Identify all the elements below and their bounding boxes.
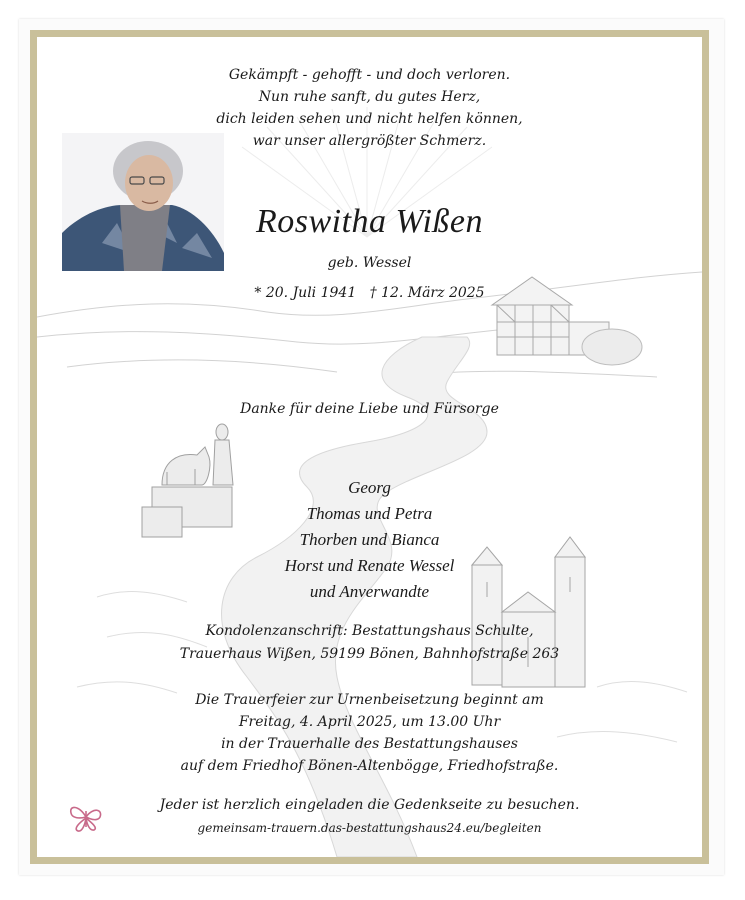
family-member: Thorben und Bianca [299, 530, 440, 549]
life-dates: * 20. Juli 1941 † 12. März 2025 [254, 285, 485, 301]
condolence-address [37, 620, 702, 666]
poem-line: Gekämpft - gehofft - und doch verloren. [228, 67, 511, 83]
service-line: auf dem Friedhof Bönen-Altenbögge, Friedhofstraße. [180, 758, 559, 774]
funeral-service-info [37, 689, 702, 777]
family-member: Thomas und Petra [306, 504, 433, 523]
thanks-line: Danke für deine Liebe und Fürsorge [240, 401, 499, 417]
family-list [37, 475, 702, 605]
memorial-invite: Jeder ist herzlich eingeladen die Gedenkseite zu besuchen. [159, 797, 580, 813]
condolence-line: Kondolenzanschrift: Bestattungshaus Schulte, [205, 623, 534, 639]
deceased-name: Roswitha Wißen [255, 203, 484, 240]
poem [37, 64, 702, 152]
condolence-line: Trauerhaus Wißen, 59199 Bönen, Bahnhofstraße 263 [179, 646, 560, 662]
service-line: in der Trauerhalle des Bestattungshauses [221, 736, 518, 752]
portrait-photo [62, 133, 224, 271]
birth-name: geb. Wessel [327, 255, 412, 271]
butterfly-icon [65, 797, 107, 837]
family-member: und Anverwandte [309, 582, 430, 601]
obituary-frame [30, 30, 709, 864]
service-line: Die Trauerfeier zur Urnenbeisetzung beginnt am [195, 692, 544, 708]
memorial-url-link[interactable]: gemeinsam-trauern.das-bestattungshaus24.eu/begleiten [197, 821, 542, 835]
service-line: Freitag, 4. April 2025, um 13.00 Uhr [238, 714, 501, 730]
poem-line: dich leiden sehen und nicht helfen können, [216, 111, 523, 127]
family-member: Horst und Renate Wessel [284, 556, 455, 575]
poem-line: Nun ruhe sanft, du gutes Herz, [258, 89, 481, 105]
family-member: Georg [348, 478, 391, 497]
poem-line: war unser allergrößter Schmerz. [252, 133, 487, 149]
